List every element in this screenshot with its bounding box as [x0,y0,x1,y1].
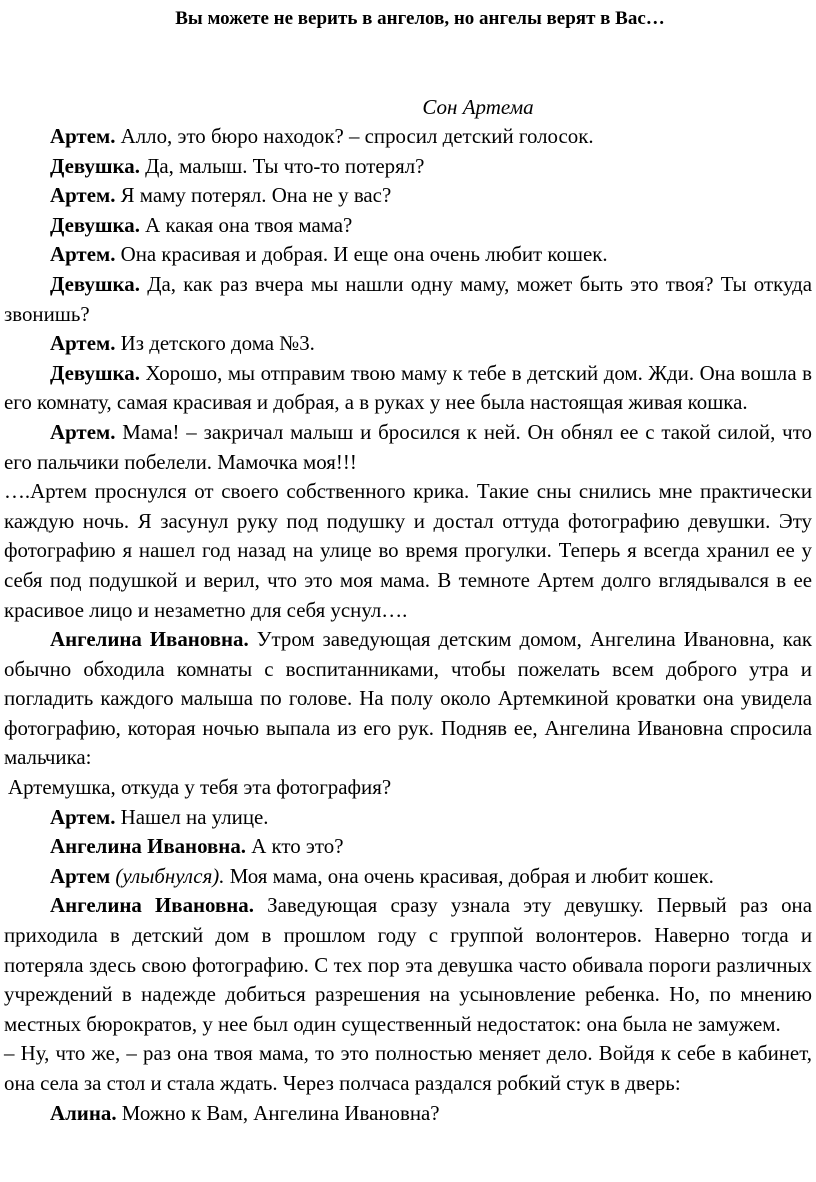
speaker-name: Девушка. [50,271,140,296]
speaker-name: Ангелина Ивановна. [50,627,249,652]
paragraph [4,625,812,773]
paragraph [4,418,812,477]
paragraph-text: А какая она твоя мама? [139,212,353,237]
speaker-name: Артем. [50,804,116,829]
paragraph [4,270,812,329]
speaker-name: Ангелина Ивановна. [50,834,246,859]
paragraph-text: Мама! – закричал малыш и бросился к ней. Он обнял ее с такой силой, что его пальчики побелели. Мамочка моя!!! [4,419,812,474]
paragraph-text: Алло, это бюро находок? – спросил детский голосок. [115,124,594,148]
paragraph [4,211,812,241]
paragraph [4,1099,812,1129]
paragraph-text: Она красивая и добрая. И еще она очень любит кошек. [115,242,608,267]
paragraph [4,122,812,152]
paragraph-text: Да, как раз вчера мы нашли одну маму, может быть это твоя? Ты откуда звонишь? [4,271,812,326]
speaker-name: Ангелина Ивановна. [50,893,254,918]
paragraph-text: Артемушка, откуда у тебя эта фотография? [8,775,392,800]
paragraph-text: А кто это? [246,834,344,859]
paragraph [4,181,812,211]
paragraph-text: Я маму потерял. Она не у вас? [115,183,392,208]
paragraph-text: Да, малыш. Ты что-то потерял? [139,153,425,178]
paragraph-text: ….Артем проснулся от своего собственного крика. Такие сны снились мне практически каждую ночь. Я засунул руку под подушку и достал оттуда фотографию девушки. Эту фотографию я нашел год назад на улице во время прогулки. Теперь я всегда хранил ее у себя под подушкой и верил, что это моя мама. В темноте Артем долго вглядывался в ее красивое лицо и незаметно для себя уснул…. [4,479,812,622]
paragraph-text: Из детского дома №3. [115,331,315,356]
speaker-name: Артем [50,863,111,888]
speaker-name: Алина. [50,1100,117,1125]
paragraph [4,477,812,625]
speaker-name: Девушка. [50,153,140,178]
paragraph [4,240,812,270]
document-title: Вы можете не верить в ангелов, но ангелы верят в Вас… [175,8,665,29]
speaker-name: Артем. [50,331,116,356]
paragraph-text: Моя мама, она очень красивая, добрая и любит кошек. [224,863,714,888]
speaker-name: Артем. [50,183,116,208]
paragraph [4,152,812,182]
speaker-name: Артем. [50,242,116,267]
paragraph [4,359,812,418]
paragraph-text: Заведующая сразу узнала эту девушку. Первый раз она приходила в детский дом в прошлом году с группой волонтеров. Наверно тогда и потеряла здесь свою фотографию. С тех пор эта девушка часто обивала пороги различных учреждений в надежде добиться разрешения на усыновление ребенка. Но, по мнению местных бюрократов, у нее был один существенный недостаток: она была не замужем. [4,893,812,1036]
speaker-name: Девушка. [50,360,140,385]
story-text [4,122,812,1128]
paragraph-text: Нашел на улице. [115,804,269,829]
paragraph [4,803,812,833]
paragraph [4,832,812,862]
paragraph-text: Хорошо, мы отправим твою маму к тебе в детский дом. Жди. Она вошла в его комнату, самая красивая и добрая, а в руках у нее была настоящая живая кошка. [4,360,812,415]
paragraph [4,862,812,892]
paragraph-text: – Ну, что же, – раз она твоя мама, то это полностью меняет дело. Войдя к себе в кабинет, она села за стол и стала ждать. Через полчаса раздался робкий стук в дверь: [4,1041,812,1095]
paragraph [4,329,812,359]
paragraph [4,891,812,1039]
paragraph-text: Можно к Вам, Ангелина Ивановна? [116,1100,440,1125]
paragraph [4,1039,812,1098]
speaker-name: Девушка. [50,212,140,237]
speaker-name: Артем. [50,419,116,444]
story-subtitle: Сон Артема [422,95,534,119]
paragraph-text: Утром заведующая детским домом, Ангелина Ивановна, как обычно обходила комнаты с воспитанниками, чтобы пожелать всем доброго утра и погладить каждого малыша по голове. На полу около Артемкиной кроватки она увидела фотографию, которая ночью выпала из его рук. Подняв ее, Ангелина Ивановна спросила мальчика: [4,627,812,770]
speaker-name: Артем. [50,124,116,148]
paragraph [4,773,812,803]
stage-direction: (улыбнулся). [110,863,225,888]
